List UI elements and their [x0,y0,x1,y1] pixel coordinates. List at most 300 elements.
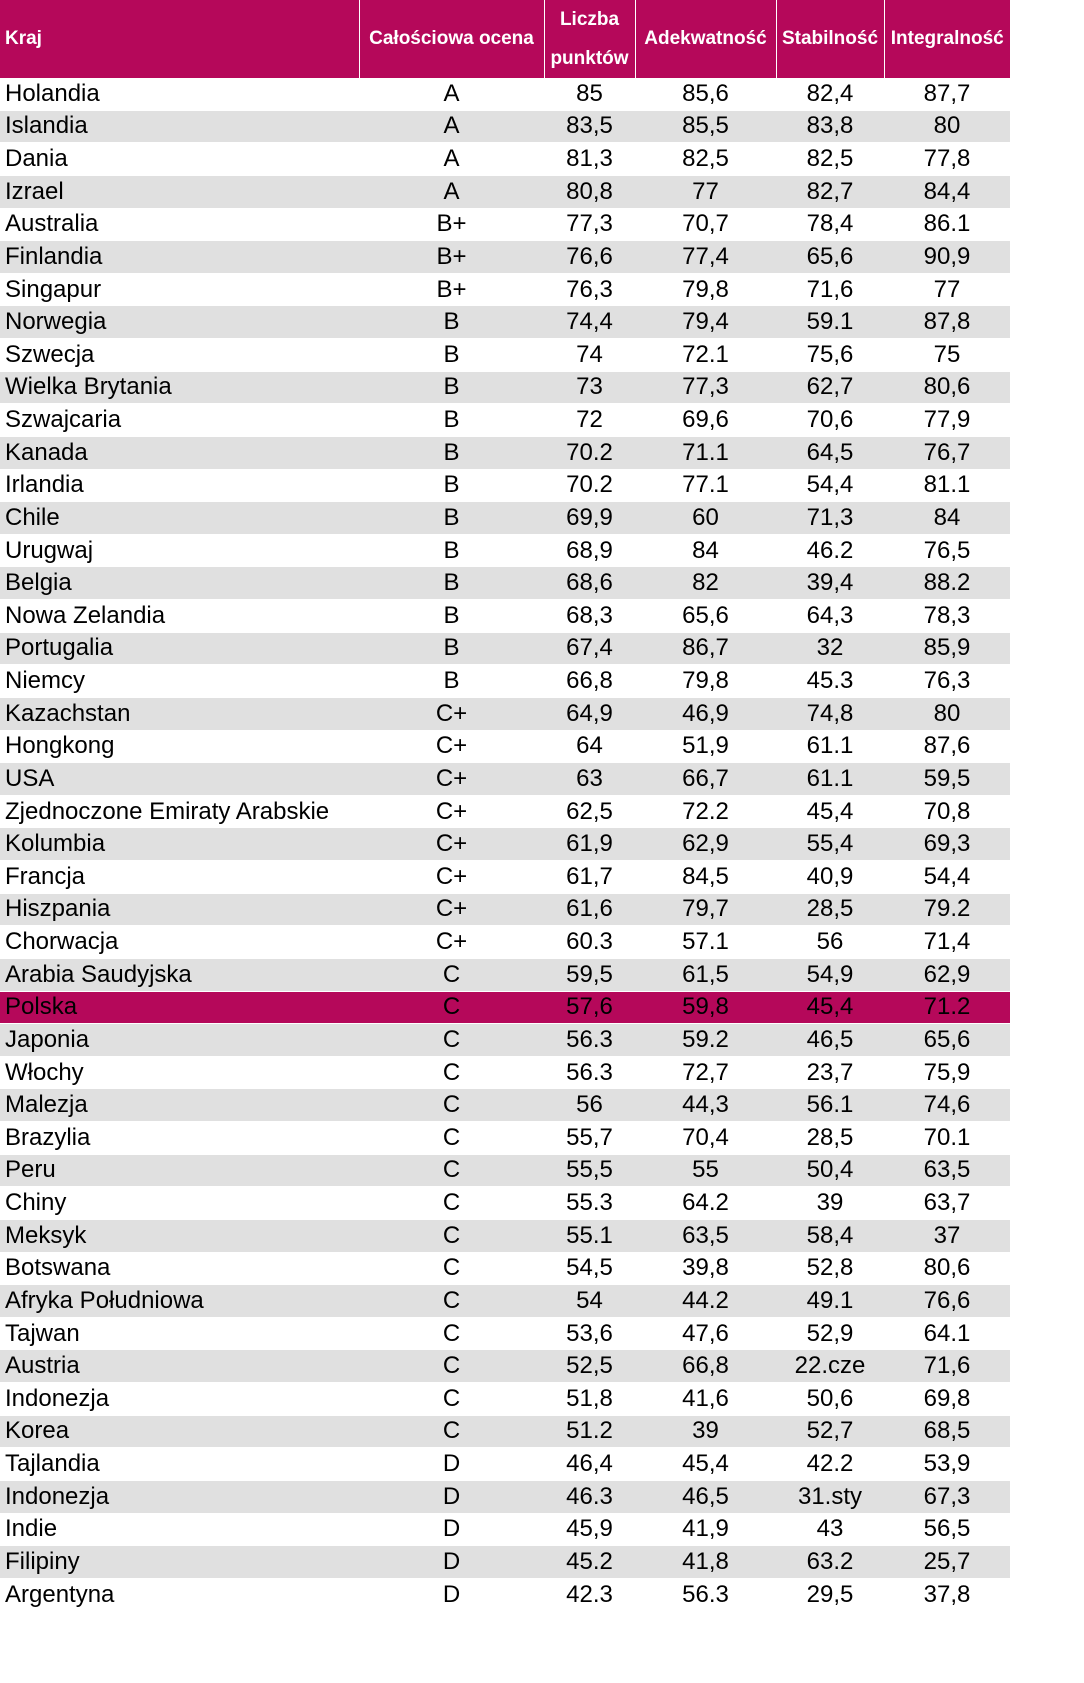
cell-adequacy: 41,9 [635,1513,776,1546]
cell-points: 80,8 [544,175,635,208]
cell-points: 64 [544,730,635,763]
cell-country: Hiszpania [0,893,359,926]
cell-overall-grade: C [359,1285,544,1318]
cell-country: Botswana [0,1252,359,1285]
cell-overall-grade: C+ [359,828,544,861]
cell-country: Tajwan [0,1317,359,1350]
cell-adequacy: 65,6 [635,600,776,633]
cell-overall-grade: D [359,1513,544,1546]
cell-country: Chile [0,502,359,535]
table-row [0,1252,1010,1285]
table-row [0,1089,1010,1122]
table-row [0,404,1010,437]
cell-integrity: 79.2 [884,893,1010,926]
cell-overall-grade: C [359,991,544,1024]
table-body [0,78,1010,1611]
cell-adequacy: 72,7 [635,1056,776,1089]
cell-country: Polska [0,991,359,1024]
cell-points: 66,8 [544,665,635,698]
cell-overall-grade: B+ [359,241,544,274]
header-row [0,0,1010,78]
cell-overall-grade: C [359,1187,544,1220]
cell-points: 68,6 [544,567,635,600]
cell-country: Arabia Saudyjska [0,958,359,991]
cell-country: Niemcy [0,665,359,698]
cell-integrity: 87,6 [884,730,1010,763]
cell-adequacy: 39,8 [635,1252,776,1285]
cell-country: Holandia [0,78,359,110]
cell-points: 53,6 [544,1317,635,1350]
cell-points: 60.3 [544,926,635,959]
table-row [0,958,1010,991]
cell-adequacy: 72.2 [635,795,776,828]
table-row [0,697,1010,730]
cell-points: 70.2 [544,436,635,469]
cell-overall-grade: C+ [359,697,544,730]
cell-country: Korea [0,1415,359,1448]
cell-points: 73 [544,371,635,404]
cell-overall-grade: C+ [359,730,544,763]
cell-stability: 49.1 [776,1285,884,1318]
cell-stability: 52,9 [776,1317,884,1350]
cell-integrity: 37 [884,1219,1010,1252]
cell-stability: 29,5 [776,1578,884,1611]
cell-overall-grade: B [359,306,544,339]
cell-country: Wielka Brytania [0,371,359,404]
cell-integrity: 84,4 [884,175,1010,208]
cell-overall-grade: D [359,1546,544,1579]
cell-country: Urugwaj [0,534,359,567]
cell-overall-grade: B [359,371,544,404]
cell-integrity: 65,6 [884,1024,1010,1057]
cell-integrity: 76,7 [884,436,1010,469]
cell-overall-grade: C+ [359,795,544,828]
cell-integrity: 90,9 [884,241,1010,274]
cell-adequacy: 66,7 [635,763,776,796]
cell-points: 77,3 [544,208,635,241]
table-row [0,1350,1010,1383]
cell-stability: 39,4 [776,567,884,600]
cell-overall-grade: B+ [359,208,544,241]
cell-adequacy: 79,4 [635,306,776,339]
table-row [0,1219,1010,1252]
header-stability: Stabilność [776,0,884,78]
cell-points: 69,9 [544,502,635,535]
cell-overall-grade: C [359,1122,544,1155]
cell-stability: 43 [776,1513,884,1546]
cell-integrity: 75 [884,339,1010,372]
table-row [0,991,1010,1024]
cell-country: Hongkong [0,730,359,763]
cell-stability: 45,4 [776,991,884,1024]
cell-stability: 23,7 [776,1056,884,1089]
cell-adequacy: 85,5 [635,110,776,143]
cell-stability: 61.1 [776,763,884,796]
cell-country: Dania [0,143,359,176]
cell-adequacy: 45,4 [635,1448,776,1481]
cell-points: 61,7 [544,861,635,894]
cell-points: 56.3 [544,1024,635,1057]
cell-adequacy: 57.1 [635,926,776,959]
cell-stability: 50,4 [776,1154,884,1187]
cell-country: Finlandia [0,241,359,274]
table-row [0,534,1010,567]
cell-integrity: 76,3 [884,665,1010,698]
cell-stability: 61.1 [776,730,884,763]
table-row [0,1056,1010,1089]
cell-country: Szwecja [0,339,359,372]
cell-country: Chiny [0,1187,359,1220]
cell-overall-grade: C+ [359,763,544,796]
cell-overall-grade: C+ [359,861,544,894]
cell-stability: 64,3 [776,600,884,633]
cell-integrity: 77,9 [884,404,1010,437]
table-row [0,1187,1010,1220]
cell-adequacy: 84,5 [635,861,776,894]
cell-adequacy: 47,6 [635,1317,776,1350]
table-row [0,893,1010,926]
table-row [0,1317,1010,1350]
cell-overall-grade: D [359,1578,544,1611]
cell-stability: 83,8 [776,110,884,143]
cell-country: Indonezja [0,1383,359,1416]
cell-points: 83,5 [544,110,635,143]
table-row [0,143,1010,176]
table-row [0,208,1010,241]
cell-overall-grade: C [359,1383,544,1416]
header-country: Kraj [0,0,359,78]
cell-points: 59,5 [544,958,635,991]
cell-adequacy: 61,5 [635,958,776,991]
table-row [0,436,1010,469]
header-adequacy: Adekwatność [635,0,776,78]
cell-integrity: 63,5 [884,1154,1010,1187]
cell-integrity: 62,9 [884,958,1010,991]
cell-adequacy: 77 [635,175,776,208]
cell-country: Indie [0,1513,359,1546]
cell-stability: 39 [776,1187,884,1220]
table-row [0,1383,1010,1416]
cell-stability: 74,8 [776,697,884,730]
cell-overall-grade: B [359,534,544,567]
cell-stability: 22.cze [776,1350,884,1383]
cell-stability: 32 [776,632,884,665]
cell-integrity: 81.1 [884,469,1010,502]
table-row [0,78,1010,110]
cell-country: Zjednoczone Emiraty Arabskie [0,795,359,828]
cell-integrity: 77 [884,273,1010,306]
cell-stability: 56 [776,926,884,959]
cell-stability: 54,9 [776,958,884,991]
cell-country: Singapur [0,273,359,306]
cell-integrity: 70.1 [884,1122,1010,1155]
cell-country: Malezja [0,1089,359,1122]
cell-stability: 64,5 [776,436,884,469]
cell-stability: 54,4 [776,469,884,502]
cell-integrity: 70,8 [884,795,1010,828]
cell-country: Brazylia [0,1122,359,1155]
cell-country: Nowa Zelandia [0,600,359,633]
cell-integrity: 75,9 [884,1056,1010,1089]
cell-points: 64,9 [544,697,635,730]
cell-stability: 42.2 [776,1448,884,1481]
cell-adequacy: 71.1 [635,436,776,469]
cell-points: 67,4 [544,632,635,665]
cell-country: Filipiny [0,1546,359,1579]
cell-stability: 56.1 [776,1089,884,1122]
cell-integrity: 67,3 [884,1480,1010,1513]
cell-stability: 58,4 [776,1219,884,1252]
cell-overall-grade: C [359,1350,544,1383]
cell-adequacy: 86,7 [635,632,776,665]
cell-points: 55,7 [544,1122,635,1155]
cell-country: Meksyk [0,1219,359,1252]
table-row [0,632,1010,665]
cell-integrity: 80 [884,110,1010,143]
cell-adequacy: 79,8 [635,665,776,698]
cell-country: Chorwacja [0,926,359,959]
cell-stability: 46,5 [776,1024,884,1057]
header-points-line1: Liczba [559,9,620,30]
cell-integrity: 85,9 [884,632,1010,665]
cell-stability: 59.1 [776,306,884,339]
table-row [0,469,1010,502]
cell-adequacy: 41,6 [635,1383,776,1416]
cell-country: Australia [0,208,359,241]
cell-stability: 70,6 [776,404,884,437]
cell-integrity: 63,7 [884,1187,1010,1220]
cell-country: Izrael [0,175,359,208]
cell-overall-grade: A [359,110,544,143]
table-header [0,0,1010,78]
cell-integrity: 76,5 [884,534,1010,567]
cell-stability: 63.2 [776,1546,884,1579]
cell-points: 81,3 [544,143,635,176]
table-row [0,1415,1010,1448]
cell-adequacy: 63,5 [635,1219,776,1252]
table-row [0,1285,1010,1318]
cell-adequacy: 39 [635,1415,776,1448]
cell-stability: 71,3 [776,502,884,535]
cell-points: 45,9 [544,1513,635,1546]
table-row [0,273,1010,306]
table-row [0,861,1010,894]
cell-integrity: 80,6 [884,1252,1010,1285]
table-row [0,339,1010,372]
cell-points: 61,6 [544,893,635,926]
cell-adequacy: 72.1 [635,339,776,372]
table-row [0,567,1010,600]
cell-overall-grade: D [359,1448,544,1481]
cell-country: USA [0,763,359,796]
cell-adequacy: 79,8 [635,273,776,306]
cell-overall-grade: C [359,1219,544,1252]
cell-country: Włochy [0,1056,359,1089]
cell-integrity: 87,7 [884,78,1010,110]
cell-country: Argentyna [0,1578,359,1611]
cell-country: Austria [0,1350,359,1383]
cell-points: 57,6 [544,991,635,1024]
cell-points: 74,4 [544,306,635,339]
cell-overall-grade: B [359,339,544,372]
cell-country: Portugalia [0,632,359,665]
cell-country: Japonia [0,1024,359,1057]
cell-points: 45.2 [544,1546,635,1579]
table-row [0,600,1010,633]
cell-integrity: 56,5 [884,1513,1010,1546]
cell-stability: 45.3 [776,665,884,698]
cell-overall-grade: B [359,502,544,535]
cell-stability: 75,6 [776,339,884,372]
cell-stability: 78,4 [776,208,884,241]
cell-country: Kazachstan [0,697,359,730]
cell-stability: 52,7 [776,1415,884,1448]
cell-overall-grade: A [359,78,544,110]
table-row [0,665,1010,698]
cell-integrity: 53,9 [884,1448,1010,1481]
cell-stability: 65,6 [776,241,884,274]
cell-integrity: 37,8 [884,1578,1010,1611]
table-row [0,1513,1010,1546]
cell-points: 54,5 [544,1252,635,1285]
cell-overall-grade: C [359,1415,544,1448]
cell-points: 51,8 [544,1383,635,1416]
cell-overall-grade: A [359,175,544,208]
cell-stability: 40,9 [776,861,884,894]
table-row [0,1448,1010,1481]
cell-adequacy: 77.1 [635,469,776,502]
cell-integrity: 71.2 [884,991,1010,1024]
cell-points: 52,5 [544,1350,635,1383]
cell-country: Szwajcaria [0,404,359,437]
cell-overall-grade: A [359,143,544,176]
table-row [0,1024,1010,1057]
cell-integrity: 69,8 [884,1383,1010,1416]
cell-country: Norwegia [0,306,359,339]
table-row [0,371,1010,404]
cell-adequacy: 70,7 [635,208,776,241]
cell-integrity: 86.1 [884,208,1010,241]
cell-points: 56.3 [544,1056,635,1089]
cell-adequacy: 55 [635,1154,776,1187]
cell-overall-grade: B [359,600,544,633]
table-row [0,175,1010,208]
cell-stability: 45,4 [776,795,884,828]
table-row [0,926,1010,959]
cell-adequacy: 64.2 [635,1187,776,1220]
cell-integrity: 84 [884,502,1010,535]
header-points-line2: punktów [550,48,629,69]
cell-adequacy: 77,3 [635,371,776,404]
cell-country: Tajlandia [0,1448,359,1481]
cell-country: Kolumbia [0,828,359,861]
cell-points: 55.3 [544,1187,635,1220]
cell-integrity: 59,5 [884,763,1010,796]
cell-adequacy: 82 [635,567,776,600]
cell-adequacy: 77,4 [635,241,776,274]
cell-stability: 31.sty [776,1480,884,1513]
cell-adequacy: 59,8 [635,991,776,1024]
cell-integrity: 88.2 [884,567,1010,600]
cell-country: Irlandia [0,469,359,502]
table-row [0,730,1010,763]
table-row [0,763,1010,796]
cell-integrity: 74,6 [884,1089,1010,1122]
cell-overall-grade: B [359,632,544,665]
cell-integrity: 80 [884,697,1010,730]
cell-overall-grade: C [359,1252,544,1285]
table-row [0,795,1010,828]
cell-overall-grade: C [359,958,544,991]
cell-points: 70.2 [544,469,635,502]
cell-overall-grade: C [359,1154,544,1187]
cell-integrity: 25,7 [884,1546,1010,1579]
cell-adequacy: 46,9 [635,697,776,730]
cell-points: 51.2 [544,1415,635,1448]
cell-integrity: 71,6 [884,1350,1010,1383]
cell-overall-grade: C [359,1089,544,1122]
cell-country: Francja [0,861,359,894]
cell-overall-grade: B [359,469,544,502]
cell-adequacy: 56.3 [635,1578,776,1611]
table-row [0,1154,1010,1187]
cell-overall-grade: D [359,1480,544,1513]
table-row [0,1480,1010,1513]
cell-points: 68,3 [544,600,635,633]
cell-points: 56 [544,1089,635,1122]
cell-stability: 55,4 [776,828,884,861]
cell-points: 42.3 [544,1578,635,1611]
cell-country: Indonezja [0,1480,359,1513]
cell-stability: 82,4 [776,78,884,110]
cell-points: 74 [544,339,635,372]
cell-stability: 82,7 [776,175,884,208]
cell-points: 55,5 [544,1154,635,1187]
cell-stability: 82,5 [776,143,884,176]
cell-stability: 62,7 [776,371,884,404]
cell-points: 76,6 [544,241,635,274]
cell-country: Afryka Południowa [0,1285,359,1318]
cell-integrity: 68,5 [884,1415,1010,1448]
cell-adequacy: 60 [635,502,776,535]
table-row [0,502,1010,535]
cell-country: Kanada [0,436,359,469]
cell-integrity: 54,4 [884,861,1010,894]
cell-points: 55.1 [544,1219,635,1252]
cell-country: Peru [0,1154,359,1187]
cell-overall-grade: C [359,1024,544,1057]
cell-points: 46.3 [544,1480,635,1513]
cell-overall-grade: C [359,1317,544,1350]
cell-adequacy: 70,4 [635,1122,776,1155]
table-row [0,828,1010,861]
cell-integrity: 77,8 [884,143,1010,176]
cell-adequacy: 44.2 [635,1285,776,1318]
table-row [0,306,1010,339]
cell-integrity: 87,8 [884,306,1010,339]
cell-points: 68,9 [544,534,635,567]
cell-points: 85 [544,78,635,110]
cell-stability: 71,6 [776,273,884,306]
cell-stability: 52,8 [776,1252,884,1285]
cell-integrity: 76,6 [884,1285,1010,1318]
cell-overall-grade: B [359,436,544,469]
cell-overall-grade: B [359,404,544,437]
cell-adequacy: 79,7 [635,893,776,926]
cell-points: 46,4 [544,1448,635,1481]
cell-overall-grade: C+ [359,893,544,926]
table-row [0,1546,1010,1579]
